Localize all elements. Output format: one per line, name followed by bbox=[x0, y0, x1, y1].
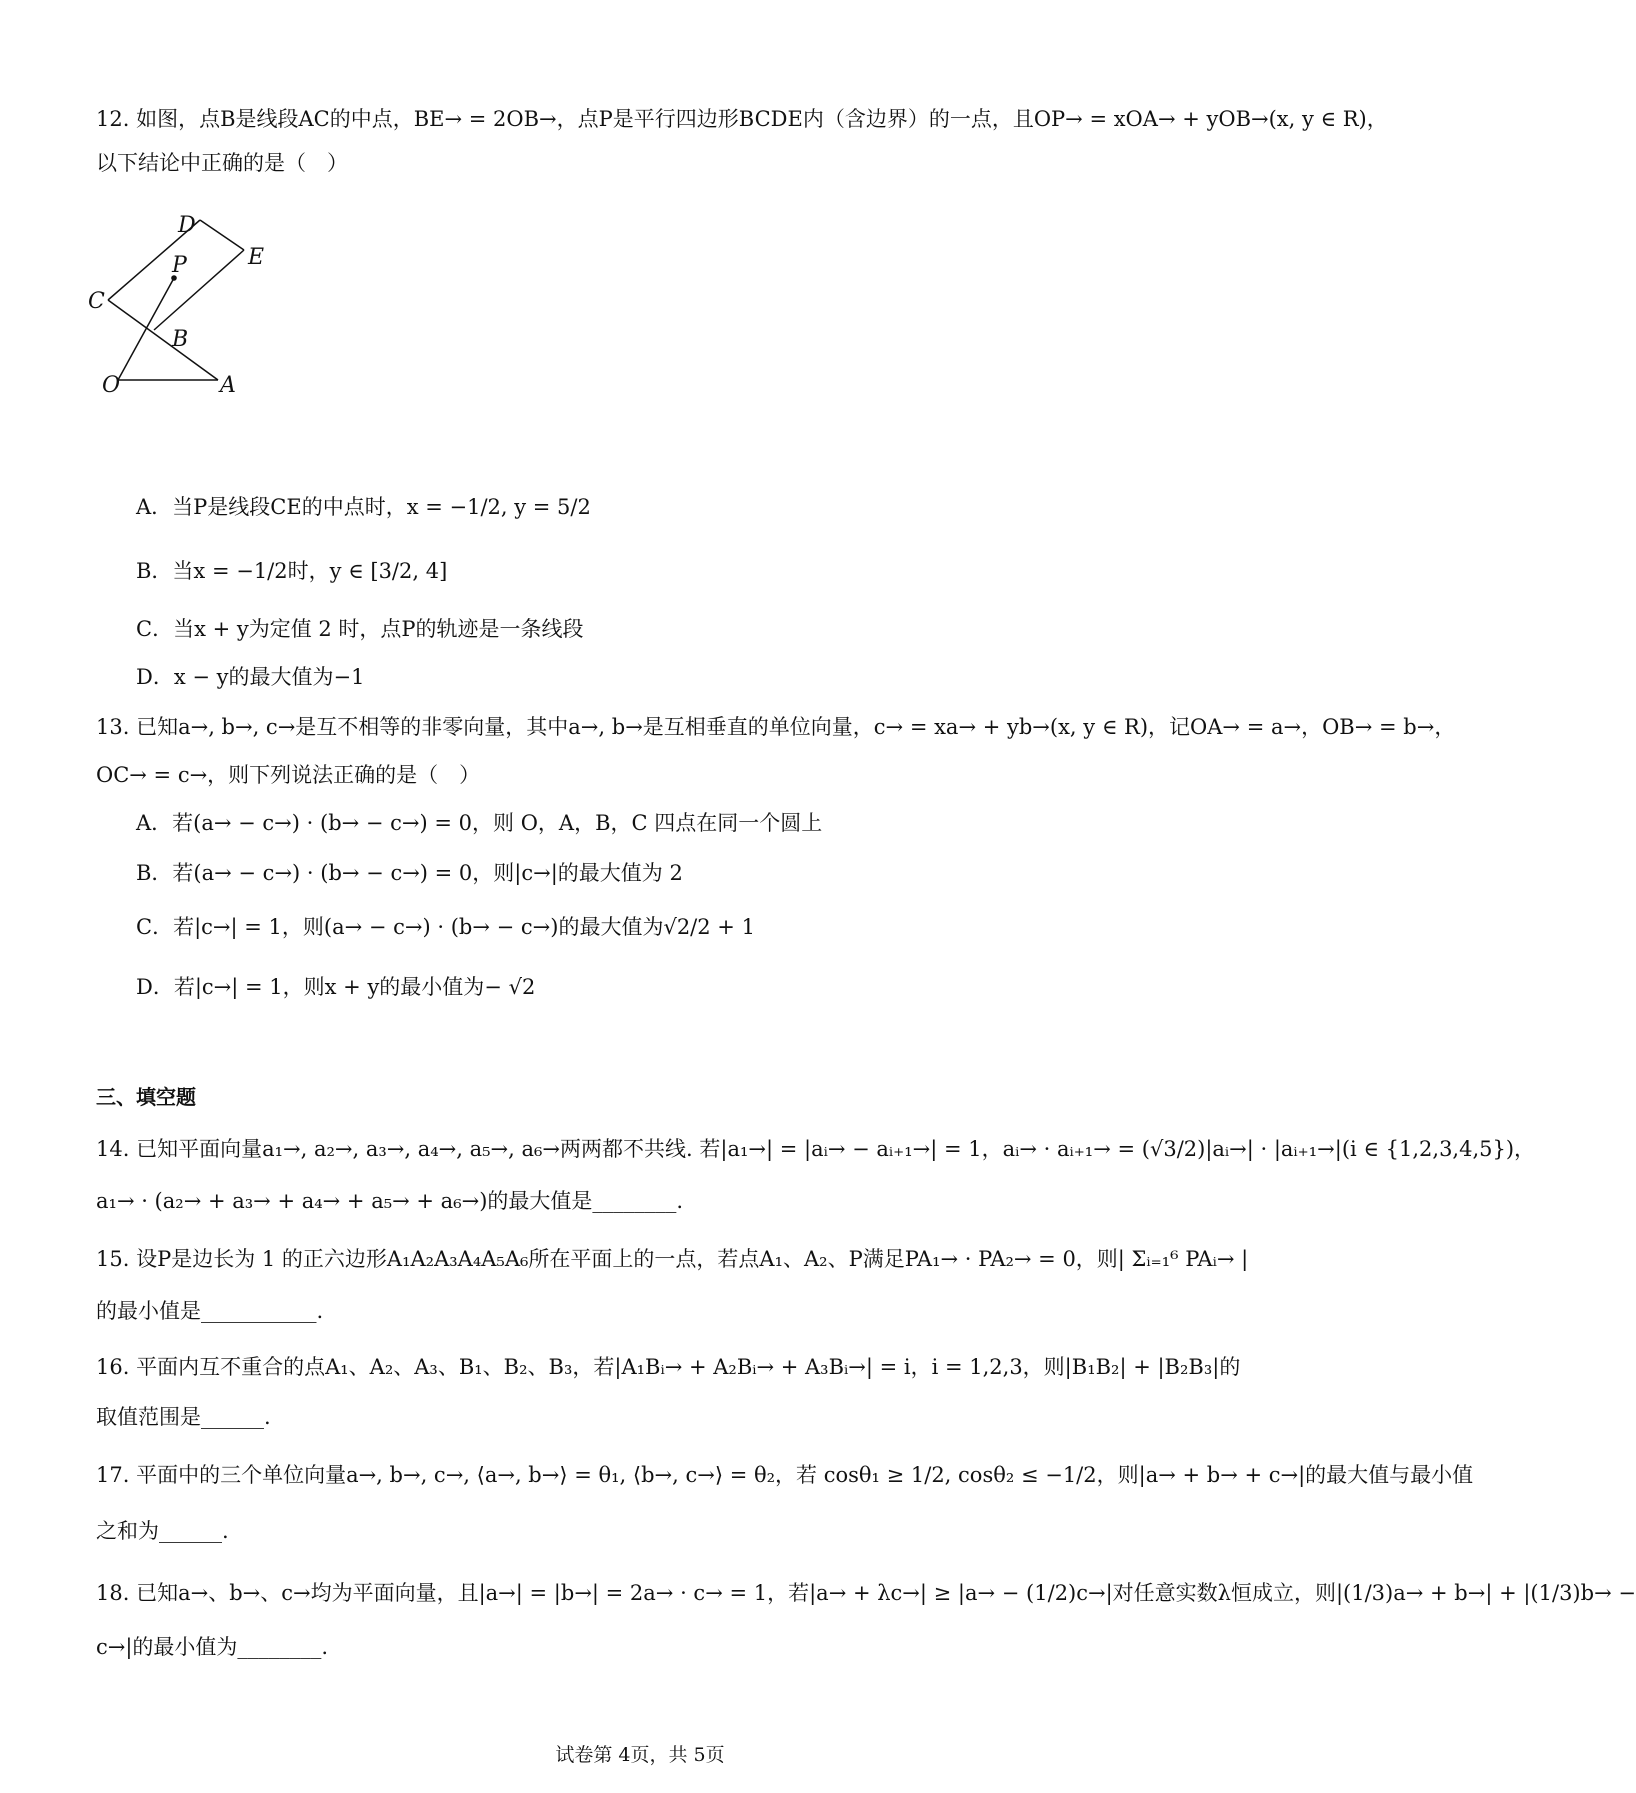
label-B: B bbox=[172, 327, 189, 352]
q14-stem-line1: 14. 已知平面向量a₁→, a₂→, a₃→, a₄→, a₅→, a₆→两两都不共线. 若|a₁→| = |aᵢ→ − aᵢ₊₁→| = 1，aᵢ→ · aᵢ₊₁→ = (√3/2)|aᵢ→| · |aᵢ₊₁→|(i ∈ {1,2,3,4,5})， bbox=[96, 1137, 1536, 1161]
segment-OP bbox=[118, 278, 174, 380]
q12-option-c: C．当x + y为定值 2 时，点P的轨迹是一条线段 bbox=[136, 617, 584, 641]
q13-stem-line1: 13. 已知a→, b→, c→是互不相等的非零向量，其中a→, b→是互相垂直的单位向量，c→ = xa→ + yb→(x, y ∈ R)，记OA→ = a→，OB→ = b→， bbox=[96, 715, 1456, 739]
label-O: O bbox=[102, 373, 121, 398]
q17-stem-line1: 17. 平面中的三个单位向量a→, b→, c→, ⟨a→, b→⟩ = θ₁, ⟨b→, c→⟩ = θ₂，若 cosθ₁ ≥ 1/2, cosθ₂ ≤ −1/2，则|a→ + b→ + c→|的最大值与最小值 bbox=[96, 1463, 1474, 1487]
q13-option-a: A．若(a→ − c→) · (b→ − c→) = 0，则 O，A，B，C 四点在同一个圆上 bbox=[136, 811, 823, 835]
label-C: C bbox=[88, 289, 105, 314]
page-footer: 试卷第 4页，共 5页 bbox=[555, 1744, 725, 1766]
label-D: D bbox=[178, 213, 196, 238]
q15-stem-line1: 15. 设P是边长为 1 的正六边形A₁A₂A₃A₄A₅A₆所在平面上的一点，若点A₁、A₂、P满足PA₁→ · PA₂→ = 0，则| Σᵢ₌₁⁶ PAᵢ→ | bbox=[96, 1247, 1249, 1271]
q15-stem-line2: 的最小值是___________. bbox=[96, 1299, 324, 1323]
q13-option-d: D．若|c→| = 1，则x + y的最小值为− √2 bbox=[136, 975, 536, 999]
q13-option-b: B．若(a→ − c→) · (b→ − c→) = 0，则|c→|的最大值为 2 bbox=[136, 861, 683, 885]
edge-DE bbox=[200, 220, 244, 250]
q18-stem-line2: c→|的最小值为________. bbox=[96, 1635, 329, 1659]
q12-option-b: B．当x = −1/2时，y ∈ [3/2, 4] bbox=[136, 559, 448, 583]
q12-stem-line2: 以下结论中正确的是（ ） bbox=[96, 151, 348, 175]
q12-stem-line1: 12. 如图，点B是线段AC的中点，BE→ = 2OB→，点P是平行四边形BCDE内（含边界）的一点，且OP→ = xOA→ + yOB→(x, y ∈ R)， bbox=[96, 107, 1388, 131]
q18-stem-line1: 18. 已知a→、b→、c→均为平面向量，且|a→| = |b→| = 2a→ · c→ = 1，若|a→ + λc→| ≥ |a→ − (1/2)c→|对任意实数λ恒成立，则|(1/3)a→ + b→| + |(1/3)b→ − bbox=[96, 1581, 1636, 1605]
q12-option-a: A．当P是线段CE的中点时，x = −1/2, y = 5/2 bbox=[136, 495, 591, 519]
label-A: A bbox=[220, 373, 236, 398]
q17-stem-line2: 之和为______. bbox=[96, 1519, 229, 1543]
q16-stem-line1: 16. 平面内互不重合的点A₁、A₂、A₃、B₁、B₂、B₃，若|A₁Bᵢ→ + A₂Bᵢ→ + A₃Bᵢ→| = i，i = 1,2,3，则|B₁B₂| + |B₂B₃|的 bbox=[96, 1355, 1241, 1379]
section-heading-fill-in: 三、填空题 bbox=[96, 1085, 196, 1109]
label-E: E bbox=[248, 245, 265, 270]
q12-option-d: D．x − y的最大值为−1 bbox=[136, 665, 365, 689]
q12-parallelogram-figure bbox=[88, 213, 326, 400]
q13-stem-line2: OC→ = c→，则下列说法正确的是（ ） bbox=[96, 763, 481, 787]
q14-stem-line2: a₁→ · (a₂→ + a₃→ + a₄→ + a₅→ + a₆→)的最大值是________. bbox=[96, 1189, 684, 1213]
label-P: P bbox=[172, 253, 187, 278]
q16-stem-line2: 取值范围是______. bbox=[96, 1405, 271, 1429]
q13-option-c: C．若|c→| = 1，则(a→ − c→) · (b→ − c→)的最大值为√2/2 + 1 bbox=[136, 915, 755, 939]
